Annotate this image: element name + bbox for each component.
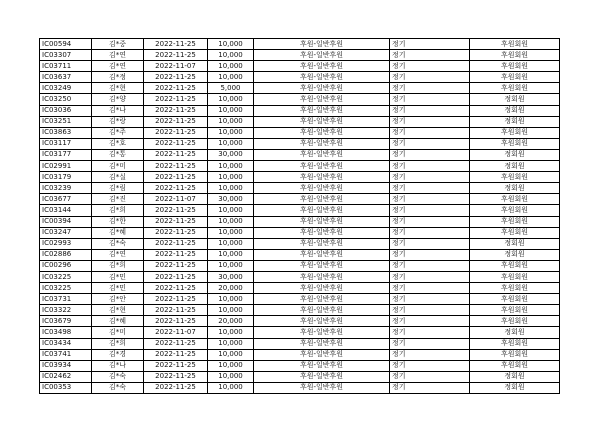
amount-cell: 10,000 (208, 371, 254, 382)
donation-date-cell: 2022-11-25 (144, 161, 208, 172)
member-id-cell: IC03731 (40, 294, 92, 305)
donor-name-cell: 김*연 (92, 249, 144, 260)
period-cell: 정기 (390, 149, 470, 160)
amount-cell: 10,000 (208, 72, 254, 83)
donation-type-cell: 후원-일반후원 (254, 360, 390, 371)
donation-date-cell: 2022-11-25 (144, 72, 208, 83)
period-cell: 정기 (390, 371, 470, 382)
member-id-cell: IC03117 (40, 138, 92, 149)
donation-date-cell: 2022-11-25 (144, 83, 208, 94)
member-category-cell: 후원회원 (470, 83, 560, 94)
donation-type-cell: 후원-일반후원 (254, 194, 390, 205)
donation-date-cell: 2022-11-25 (144, 338, 208, 349)
donation-type-cell: 후원-일반후원 (254, 83, 390, 94)
donation-date-cell: 2022-11-07 (144, 194, 208, 205)
donor-name-cell: 김*미 (92, 327, 144, 338)
donation-date-cell: 2022-11-25 (144, 105, 208, 116)
member-category-cell: 후원회원 (470, 316, 560, 327)
period-cell: 정기 (390, 161, 470, 172)
donation-date-cell: 2022-11-25 (144, 183, 208, 194)
amount-cell: 10,000 (208, 39, 254, 50)
period-cell: 정기 (390, 238, 470, 249)
period-cell: 정기 (390, 172, 470, 183)
member-category-cell: 정회원 (470, 382, 560, 393)
donation-date-cell: 2022-11-25 (144, 271, 208, 282)
table-row (40, 172, 560, 183)
member-category-cell: 정회원 (470, 183, 560, 194)
period-cell: 정기 (390, 382, 470, 393)
donation-type-cell: 후원-일반후원 (254, 94, 390, 105)
period-cell: 정기 (390, 227, 470, 238)
table-row (40, 349, 560, 360)
member-id-cell: IC03177 (40, 149, 92, 160)
amount-cell: 10,000 (208, 238, 254, 249)
amount-cell: 10,000 (208, 260, 254, 271)
member-category-cell: 후원회원 (470, 172, 560, 183)
donor-name-cell: 김*숙 (92, 371, 144, 382)
table-row (40, 183, 560, 194)
amount-cell: 20,000 (208, 283, 254, 294)
amount-cell: 30,000 (208, 149, 254, 160)
amount-cell: 20,000 (208, 316, 254, 327)
donation-type-cell: 후원-일반후원 (254, 61, 390, 72)
donor-name-cell: 김*혜 (92, 227, 144, 238)
donor-name-cell: 김*나 (92, 360, 144, 371)
table-row (40, 338, 560, 349)
donation-type-cell: 후원-일반후원 (254, 349, 390, 360)
donor-name-cell: 김*희 (92, 338, 144, 349)
amount-cell: 10,000 (208, 183, 254, 194)
table-row (40, 216, 560, 227)
period-cell: 정기 (390, 283, 470, 294)
member-id-cell: IC03322 (40, 305, 92, 316)
amount-cell: 10,000 (208, 382, 254, 393)
amount-cell: 10,000 (208, 305, 254, 316)
member-id-cell: IC03225 (40, 283, 92, 294)
table-row (40, 249, 560, 260)
donor-name-cell: 김*숙 (92, 238, 144, 249)
table-row (40, 149, 560, 160)
amount-cell: 10,000 (208, 249, 254, 260)
member-id-cell: IC03677 (40, 194, 92, 205)
donor-name-cell: 김*중 (92, 39, 144, 50)
donor-name-cell: 김*주 (92, 127, 144, 138)
donation-type-cell: 후원-일반후원 (254, 183, 390, 194)
donor-name-cell: 김*희 (92, 260, 144, 271)
donation-date-cell: 2022-11-25 (144, 216, 208, 227)
table-row (40, 205, 560, 216)
table-row (40, 260, 560, 271)
amount-cell: 10,000 (208, 216, 254, 227)
donation-type-cell: 후원-일반후원 (254, 238, 390, 249)
donation-type-cell: 후원-일반후원 (254, 72, 390, 83)
donation-date-cell: 2022-11-25 (144, 316, 208, 327)
member-id-cell: IC03036 (40, 105, 92, 116)
period-cell: 정기 (390, 316, 470, 327)
donation-type-cell: 후원-일반후원 (254, 305, 390, 316)
donation-date-cell: 2022-11-25 (144, 116, 208, 127)
table-row (40, 105, 560, 116)
donation-type-cell: 후원-일반후원 (254, 138, 390, 149)
table-row (40, 161, 560, 172)
donor-name-cell: 김*경 (92, 349, 144, 360)
member-category-cell: 정회원 (470, 327, 560, 338)
donor-name-cell: 김*진 (92, 194, 144, 205)
member-id-cell: IC03741 (40, 349, 92, 360)
table-row (40, 360, 560, 371)
member-id-cell: IC03934 (40, 360, 92, 371)
member-id-cell: IC03239 (40, 183, 92, 194)
donation-date-cell: 2022-11-25 (144, 238, 208, 249)
period-cell: 정기 (390, 61, 470, 72)
member-id-cell: IC00594 (40, 39, 92, 50)
donor-name-cell: 김*안 (92, 294, 144, 305)
member-id-cell: IC03863 (40, 127, 92, 138)
member-category-cell: 정회원 (470, 249, 560, 260)
donation-type-cell: 후원-일반후원 (254, 338, 390, 349)
member-id-cell: IC02886 (40, 249, 92, 260)
donation-type-cell: 후원-일반후원 (254, 172, 390, 183)
table-row (40, 138, 560, 149)
donation-date-cell: 2022-11-25 (144, 305, 208, 316)
donation-date-cell: 2022-11-25 (144, 360, 208, 371)
donation-type-cell: 후원-일반후원 (254, 39, 390, 50)
table-row (40, 39, 560, 50)
period-cell: 정기 (390, 260, 470, 271)
amount-cell: 10,000 (208, 161, 254, 172)
donor-name-cell: 김*연 (92, 50, 144, 61)
donor-name-cell: 김*현 (92, 305, 144, 316)
member-id-cell: IC03251 (40, 116, 92, 127)
donation-type-cell: 후원-일반후원 (254, 161, 390, 172)
donation-date-cell: 2022-11-25 (144, 349, 208, 360)
amount-cell: 10,000 (208, 61, 254, 72)
amount-cell: 5,000 (208, 83, 254, 94)
donation-date-cell: 2022-11-25 (144, 50, 208, 61)
amount-cell: 10,000 (208, 327, 254, 338)
amount-cell: 10,000 (208, 116, 254, 127)
donor-name-cell: 김*미 (92, 161, 144, 172)
period-cell: 정기 (390, 39, 470, 50)
table-row (40, 116, 560, 127)
donation-type-cell: 후원-일반후원 (254, 205, 390, 216)
period-cell: 정기 (390, 83, 470, 94)
table-row (40, 83, 560, 94)
amount-cell: 10,000 (208, 227, 254, 238)
donation-type-cell: 후원-일반후원 (254, 249, 390, 260)
donation-type-cell: 후원-일반후원 (254, 271, 390, 282)
donor-name-cell: 김*민 (92, 283, 144, 294)
table-row (40, 61, 560, 72)
member-id-cell: IC03179 (40, 172, 92, 183)
member-category-cell: 후원회원 (470, 260, 560, 271)
member-category-cell: 정회원 (470, 105, 560, 116)
member-category-cell: 정회원 (470, 238, 560, 249)
donor-name-cell: 김*나 (92, 105, 144, 116)
member-id-cell: IC03434 (40, 338, 92, 349)
member-id-cell: IC00296 (40, 260, 92, 271)
table-row (40, 227, 560, 238)
donation-date-cell: 2022-11-25 (144, 94, 208, 105)
donation-type-cell: 후원-일반후원 (254, 371, 390, 382)
member-category-cell: 정회원 (470, 94, 560, 105)
member-category-cell: 후원회원 (470, 39, 560, 50)
member-category-cell: 정회원 (470, 371, 560, 382)
donation-type-cell: 후원-일반후원 (254, 283, 390, 294)
member-id-cell: IC03679 (40, 316, 92, 327)
donor-name-cell: 김*한 (92, 216, 144, 227)
table-row (40, 305, 560, 316)
period-cell: 정기 (390, 294, 470, 305)
table-row (40, 94, 560, 105)
table-row (40, 127, 560, 138)
donor-name-cell: 김*랑 (92, 116, 144, 127)
table-row (40, 316, 560, 327)
amount-cell: 10,000 (208, 349, 254, 360)
period-cell: 정기 (390, 249, 470, 260)
member-id-cell: IC02991 (40, 161, 92, 172)
donor-name-cell: 김*숙 (92, 382, 144, 393)
amount-cell: 10,000 (208, 205, 254, 216)
amount-cell: 10,000 (208, 105, 254, 116)
donation-date-cell: 2022-11-07 (144, 327, 208, 338)
period-cell: 정기 (390, 305, 470, 316)
amount-cell: 10,000 (208, 94, 254, 105)
table-row (40, 271, 560, 282)
donation-type-cell: 후원-일반후원 (254, 316, 390, 327)
member-category-cell: 후원회원 (470, 72, 560, 83)
member-id-cell: IC03498 (40, 327, 92, 338)
period-cell: 정기 (390, 327, 470, 338)
donor-name-cell: 김*현 (92, 83, 144, 94)
member-category-cell: 후원회원 (470, 271, 560, 282)
period-cell: 정기 (390, 216, 470, 227)
donation-type-cell: 후원-일반후원 (254, 216, 390, 227)
period-cell: 정기 (390, 50, 470, 61)
table-row (40, 283, 560, 294)
donation-date-cell: 2022-11-25 (144, 294, 208, 305)
donor-name-cell: 김*희 (92, 205, 144, 216)
table-row (40, 371, 560, 382)
donation-type-cell: 후원-일반후원 (254, 105, 390, 116)
member-category-cell: 정회원 (470, 116, 560, 127)
period-cell: 정기 (390, 205, 470, 216)
table-row (40, 72, 560, 83)
period-cell: 정기 (390, 105, 470, 116)
member-id-cell: IC00394 (40, 216, 92, 227)
period-cell: 정기 (390, 116, 470, 127)
donor-name-cell: 김*림 (92, 183, 144, 194)
donation-type-cell: 후원-일반후원 (254, 127, 390, 138)
donation-date-cell: 2022-11-25 (144, 138, 208, 149)
member-id-cell: IC03144 (40, 205, 92, 216)
period-cell: 정기 (390, 127, 470, 138)
member-id-cell: IC02462 (40, 371, 92, 382)
member-id-cell: IC03250 (40, 94, 92, 105)
donation-type-cell: 후원-일반후원 (254, 50, 390, 61)
amount-cell: 10,000 (208, 50, 254, 61)
table-row (40, 294, 560, 305)
member-category-cell: 후원회원 (470, 305, 560, 316)
donation-date-cell: 2022-11-25 (144, 172, 208, 183)
member-category-cell: 후원회원 (470, 194, 560, 205)
member-category-cell: 정회원 (470, 149, 560, 160)
period-cell: 정기 (390, 138, 470, 149)
period-cell: 정기 (390, 194, 470, 205)
amount-cell: 10,000 (208, 360, 254, 371)
period-cell: 정기 (390, 360, 470, 371)
member-category-cell: 후원회원 (470, 294, 560, 305)
amount-cell: 10,000 (208, 138, 254, 149)
table-row (40, 194, 560, 205)
amount-cell: 10,000 (208, 127, 254, 138)
member-category-cell: 후원회원 (470, 138, 560, 149)
donation-date-cell: 2022-11-25 (144, 205, 208, 216)
member-category-cell: 정회원 (470, 161, 560, 172)
donation-date-cell: 2022-11-25 (144, 382, 208, 393)
member-id-cell: IC00353 (40, 382, 92, 393)
donation-type-cell: 후원-일반후원 (254, 260, 390, 271)
donor-name-cell: 김*호 (92, 138, 144, 149)
donation-type-cell: 후원-일반후원 (254, 382, 390, 393)
member-id-cell: IC03711 (40, 61, 92, 72)
table-row (40, 382, 560, 393)
donation-type-cell: 후원-일반후원 (254, 116, 390, 127)
donation-date-cell: 2022-11-25 (144, 149, 208, 160)
table-row (40, 238, 560, 249)
member-category-cell: 후원회원 (470, 360, 560, 371)
donor-name-cell: 김*양 (92, 94, 144, 105)
donation-type-cell: 후원-일반후원 (254, 294, 390, 305)
member-category-cell: 후원회원 (470, 127, 560, 138)
donation-date-cell: 2022-11-25 (144, 260, 208, 271)
member-category-cell: 후원회원 (470, 283, 560, 294)
member-category-cell: 후원회원 (470, 50, 560, 61)
member-id-cell: IC03225 (40, 271, 92, 282)
period-cell: 정기 (390, 349, 470, 360)
donation-type-cell: 후원-일반후원 (254, 149, 390, 160)
amount-cell: 30,000 (208, 194, 254, 205)
member-category-cell: 후원회원 (470, 61, 560, 72)
donor-name-cell: 김*혜 (92, 316, 144, 327)
amount-cell: 30,000 (208, 271, 254, 282)
member-category-cell: 후원회원 (470, 205, 560, 216)
donation-date-cell: 2022-11-25 (144, 227, 208, 238)
amount-cell: 10,000 (208, 294, 254, 305)
period-cell: 정기 (390, 271, 470, 282)
amount-cell: 10,000 (208, 172, 254, 183)
member-category-cell: 후원회원 (470, 216, 560, 227)
member-id-cell: IC03247 (40, 227, 92, 238)
donation-type-cell: 후원-일반후원 (254, 227, 390, 238)
donation-date-cell: 2022-11-07 (144, 61, 208, 72)
donor-name-cell: 김*실 (92, 172, 144, 183)
donor-name-cell: 김*민 (92, 271, 144, 282)
donor-table (39, 38, 560, 394)
donor-name-cell: 김*연 (92, 61, 144, 72)
donation-date-cell: 2022-11-25 (144, 371, 208, 382)
amount-cell: 10,000 (208, 338, 254, 349)
member-category-cell: 후원회원 (470, 338, 560, 349)
member-category-cell: 후원회원 (470, 349, 560, 360)
period-cell: 정기 (390, 94, 470, 105)
donation-date-cell: 2022-11-25 (144, 39, 208, 50)
period-cell: 정기 (390, 338, 470, 349)
table-row (40, 50, 560, 61)
donation-date-cell: 2022-11-25 (144, 283, 208, 294)
member-id-cell: IC03249 (40, 83, 92, 94)
period-cell: 정기 (390, 183, 470, 194)
period-cell: 정기 (390, 72, 470, 83)
donor-name-cell: 김*통 (92, 149, 144, 160)
donation-date-cell: 2022-11-25 (144, 249, 208, 260)
table-row (40, 327, 560, 338)
member-id-cell: IC03637 (40, 72, 92, 83)
donor-name-cell: 김*정 (92, 72, 144, 83)
member-id-cell: IC02993 (40, 238, 92, 249)
donor-table-body (40, 39, 560, 394)
member-category-cell: 후원회원 (470, 227, 560, 238)
donation-date-cell: 2022-11-25 (144, 127, 208, 138)
member-id-cell: IC03307 (40, 50, 92, 61)
donation-type-cell: 후원-일반후원 (254, 327, 390, 338)
